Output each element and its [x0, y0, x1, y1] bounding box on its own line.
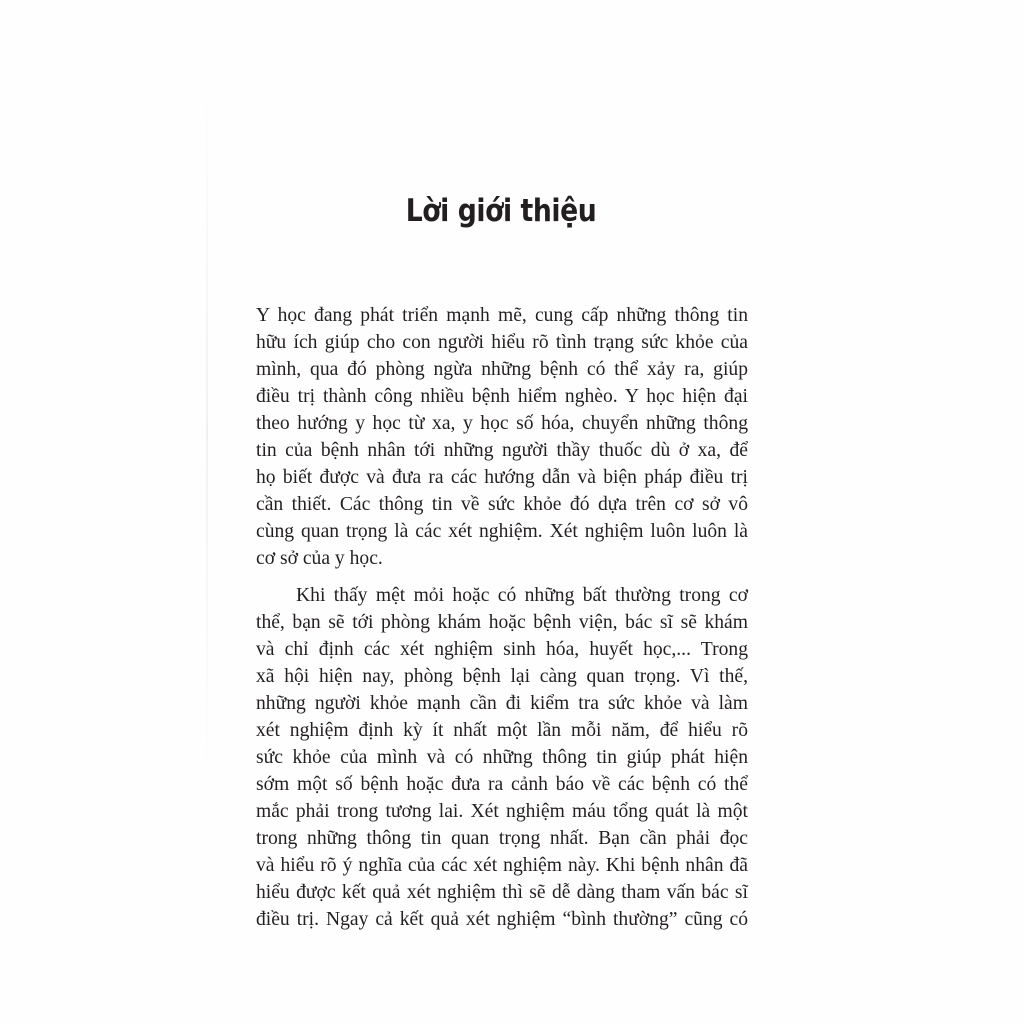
- text-line: xét nghiệm định kỳ ít nhất một lần mỗi năm, để hiểu rõ: [256, 720, 748, 741]
- text-line: mình, qua đó phòng ngừa những bệnh có thể xảy ra, giúp: [256, 359, 748, 380]
- text-line: cần thiết. Các thông tin về sức khỏe đó dựa trên cơ sở vô: [256, 494, 748, 515]
- paragraph: [256, 302, 748, 572]
- text-line: theo hướng y học từ xa, y học số hóa, chuyển những thông: [256, 413, 748, 434]
- text-line: những người khỏe mạnh cần đi kiểm tra sức khỏe và làm: [256, 693, 748, 714]
- paragraph: [256, 582, 748, 933]
- text-line: họ biết được và đưa ra các hướng dẫn và biện pháp điều trị: [256, 467, 748, 488]
- text-line: xã hội hiện nay, phòng bệnh lại càng quan trọng. Vì thế,: [256, 666, 748, 687]
- text-line: và chỉ định các xét nghiệm sinh hóa, huyết học,... Trong: [256, 639, 748, 660]
- text-line: thể, bạn sẽ tới phòng khám hoặc bệnh viện, bác sĩ sẽ khám: [256, 612, 748, 633]
- page-edge-shadow: [206, 80, 208, 780]
- text-line: điều trị thành công nhiều bệnh hiểm nghèo. Y học hiện đại: [256, 386, 748, 407]
- text-line: sớm một số bệnh hoặc đưa ra cảnh báo về các bệnh có thể: [256, 774, 748, 795]
- text-line: mắc phải trong tương lai. Xét nghiệm máu tổng quát là một: [256, 801, 748, 822]
- text-line: hữu ích giúp cho con người hiểu rõ tình trạng sức khỏe của: [256, 332, 748, 353]
- text-line: Khi thấy mệt mỏi hoặc có những bất thường trong cơ: [296, 585, 748, 606]
- text-line: cùng quan trọng là các xét nghiệm. Xét nghiệm luôn luôn là: [256, 521, 748, 542]
- text-line: cơ sở của y học.: [256, 548, 383, 569]
- text-line: điều trị. Ngay cả kết quả xét nghiệm “bình thường” cũng có: [256, 909, 748, 930]
- text-line: sức khỏe của mình và có những thông tin giúp phát hiện: [256, 747, 748, 768]
- text-line: Y học đang phát triển mạnh mẽ, cung cấp những thông tin: [256, 305, 748, 326]
- paragraph-gap: [256, 572, 748, 582]
- text-line: tin của bệnh nhân tới những người thầy thuốc dù ở xa, để: [256, 440, 748, 461]
- text-line: hiểu được kết quả xét nghiệm thì sẽ dễ dàng tham vấn bác sĩ: [256, 882, 748, 903]
- text-line: trong những thông tin quan trọng nhất. Bạn cần phải đọc: [256, 828, 748, 849]
- text-line: và hiểu rõ ý nghĩa của các xét nghiệm này. Khi bệnh nhân đã: [256, 855, 748, 876]
- page-title: Lời giới thiệu: [405, 193, 597, 229]
- body-text: [256, 302, 748, 933]
